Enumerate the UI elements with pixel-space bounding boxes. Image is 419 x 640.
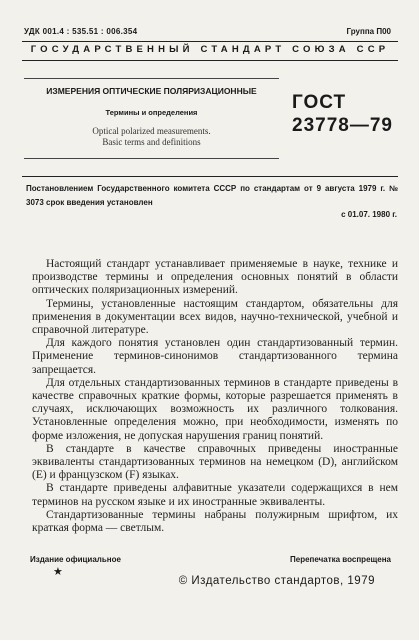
gost-label: ГОСТ [292, 92, 347, 113]
official-edition-label: Издание официальное [30, 555, 121, 564]
title-english-line1: Optical polarized measurements. [92, 126, 211, 136]
title-box-bottom-rule [24, 158, 279, 159]
group-code: Группа П00 [346, 27, 391, 36]
title-english-line2: Basic terms and definitions [102, 137, 201, 147]
title-box-top-rule [24, 78, 279, 79]
paragraph: В стандарте в качестве справочных приведены иностранные эквиваленты стандартизованных терминов на немецком (D), английском (E) и французском (F) языках. [32, 442, 398, 482]
gost-number: 23778—79 [292, 115, 393, 136]
copyright-notice: © Издательство стандартов, 1979 [178, 575, 375, 587]
top-rule [22, 41, 398, 42]
header-rule [22, 60, 398, 61]
body-text [32, 258, 398, 535]
paragraph: Термины, установленные настоящим стандартом, обязательны для применения в документации всех видов, научно-технической, учебной и справочной литературе. [32, 297, 398, 337]
paragraph: В стандарте приведены алфавитные указатели содержащихся в нем терминов на русском языке и их иностранные эквиваленты. [32, 482, 398, 508]
title-english [24, 126, 279, 148]
paragraph: Стандартизованные термины набраны полужирным шрифтом, их краткая форма — светлым. [32, 508, 398, 535]
paragraph: Для отдельных стандартизованных терминов в стандарте приведены в качестве справочных краткие формы, которые разрешается применять в случаях, исключающих возможность их различного толкования. Установленные определения можно, при необходимости, изменять по форме изложения, не допуская нарушения границ понятий. [32, 376, 398, 442]
reprint-prohibited-label: Перепечатка воспрещена [290, 555, 391, 564]
subtitle-russian: Термины и определения [105, 108, 198, 117]
paragraph: Настоящий стандарт устанавливает применяемые в науке, технике и производстве термины и определения основных понятий в области оптических поляризационных измерений. [32, 258, 398, 297]
paragraph: Для каждого понятия установлен один стандартизованный термин. Применение терминов-синонимов стандартизованного термина запрещается. [32, 337, 398, 376]
decree-rule [22, 176, 398, 177]
udk-code: УДК 001.4 : 535.51 : 006.354 [24, 27, 138, 36]
title-russian: ИЗМЕРЕНИЯ ОПТИЧЕСКИЕ ПОЛЯРИЗАЦИОННЫЕ [46, 86, 257, 96]
effective-date: с 01.07. 1980 г. [341, 210, 397, 219]
state-standard-heading: ГОСУДАРСТВЕННЫЙ СТАНДАРТ СОЮЗА ССР [30, 44, 390, 55]
decree-text: Постановлением Государственного комитета СССР по стандартам от 9 августа 1979 г. № 3073 срок введения установлен [26, 184, 398, 207]
star-icon: ★ [53, 566, 63, 578]
